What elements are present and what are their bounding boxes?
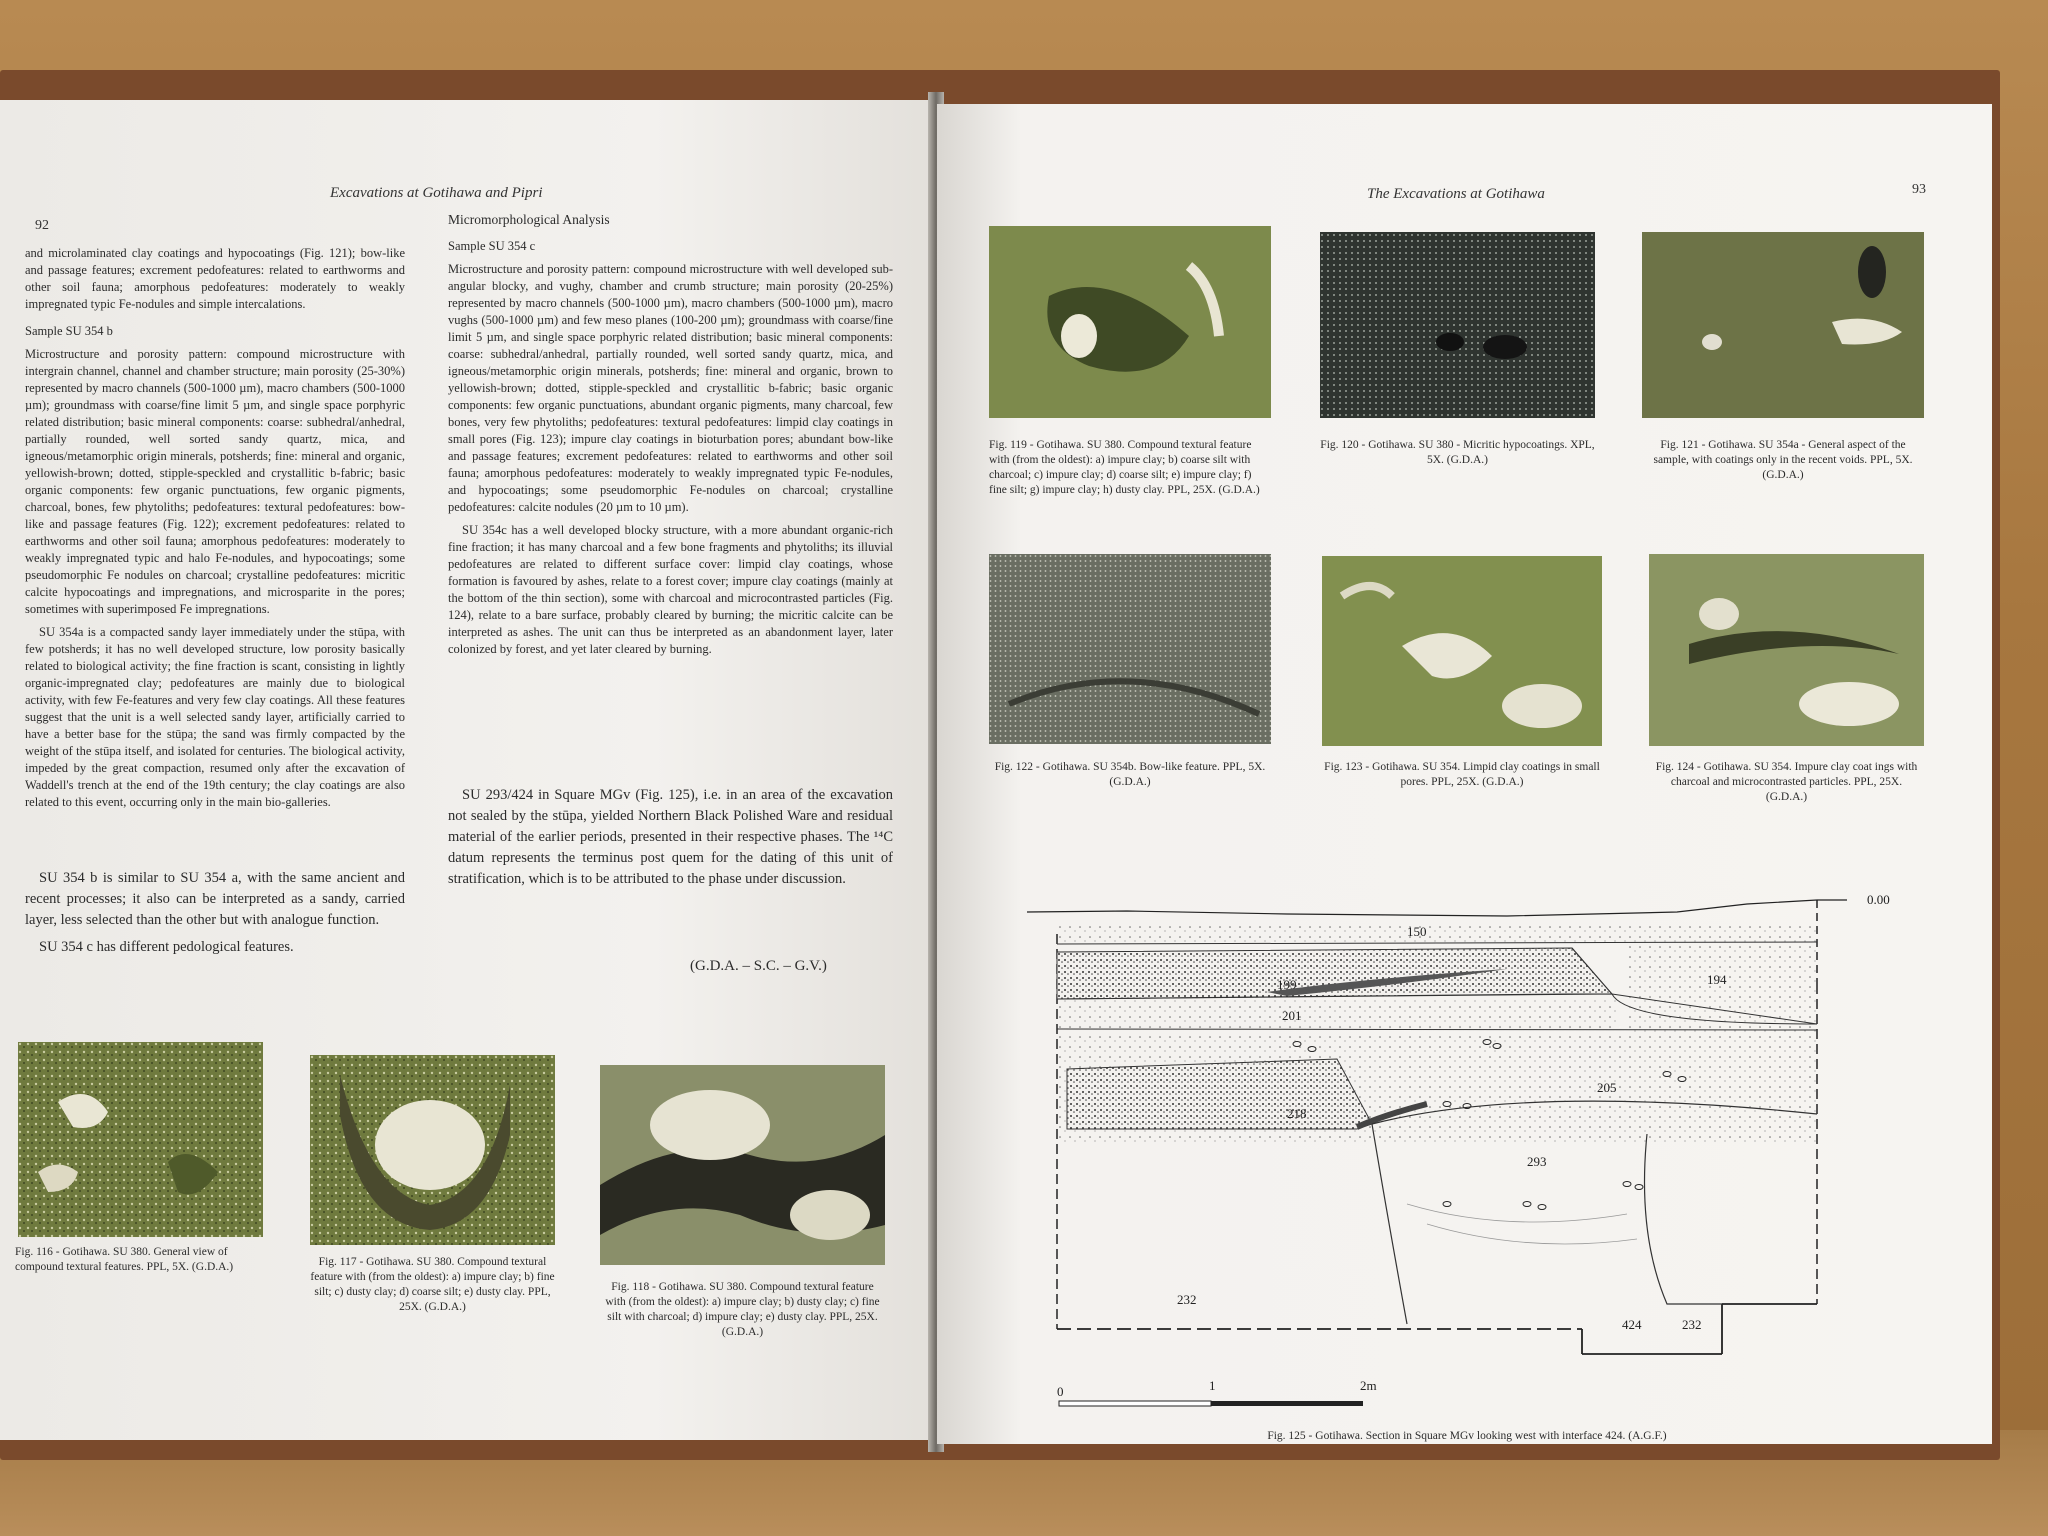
micromorphological-heading: Micromorphological Analysis <box>448 212 610 227</box>
left-column-1 <box>25 245 405 817</box>
figure-121-photo <box>1642 232 1924 418</box>
right-page <box>937 104 1992 1444</box>
label-218: 218 <box>1287 1106 1307 1121</box>
figure-122-caption: Fig. 122 - Gotihawa. SU 354b. Bow-like feature. PPL, 5X. (G.D.A.) <box>994 761 1266 788</box>
label-150: 150 <box>1407 924 1427 939</box>
label-205: 205 <box>1597 1080 1617 1095</box>
figure-117-caption: Fig. 117 - Gotihawa. SU 380. Compound textural feature with (from the oldest): a) impure clay; b) fine silt; c) dusty clay; d) coarse silt; e) dusty clay. PPL, 25X. (G.D.A.) <box>310 1256 555 1313</box>
page-number-left: 92 <box>35 218 49 233</box>
scale-label-2m: 2m <box>1360 1378 1377 1393</box>
label-datum: 0.00 <box>1867 892 1890 907</box>
page-number-right: 93 <box>1912 182 1926 197</box>
label-194: 194 <box>1707 972 1727 987</box>
label-424: 424 <box>1622 1317 1642 1332</box>
sample-b-heading: Sample SU 354 b <box>25 324 113 338</box>
sample-c-heading: Sample SU 354 c <box>448 239 536 253</box>
figure-116-photo <box>18 1042 263 1237</box>
running-head-left: Excavations at Gotihawa and Pipri <box>330 185 543 201</box>
figure-124-photo <box>1649 554 1924 746</box>
figure-121-caption: Fig. 121 - Gotihawa. SU 354a - General aspect of the sample, with coatings only in the recent voids. PPL, 5X. (G.D.A.) <box>1653 439 1913 481</box>
figure-124-caption: Fig. 124 - Gotihawa. SU 354. Impure clay coat ings with charcoal and microcontrasted particles. PPL, 25X. (G.D.A.) <box>1655 761 1918 803</box>
scale-label-0: 0 <box>1057 1384 1064 1399</box>
figure-116-caption: Fig. 116 - Gotihawa. SU 380. General view of compound textural features. PPL, 5X. (G.D.A.) <box>15 1246 234 1273</box>
figure-123-photo <box>1322 556 1602 746</box>
label-199: 199 <box>1277 977 1297 992</box>
figure-122-photo <box>989 554 1271 744</box>
figure-118-photo <box>600 1065 885 1265</box>
figure-119-caption: Fig. 119 - Gotihawa. SU 380. Compound textural feature with (from the oldest): a) impure clay; b) coarse silt with charcoal; c) impure clay; d) coarse silt; e) impure clay; f) fine silt; g) impure clay; h) dusty clay. PPL, 25X. (G.D.A.) <box>989 439 1260 496</box>
su293-block <box>448 785 893 896</box>
figure-119-photo <box>989 226 1271 418</box>
author-signature: (G.D.A. – S.C. – G.V.) <box>690 958 827 974</box>
label-201: 201 <box>1282 1008 1302 1023</box>
label-293: 293 <box>1527 1154 1547 1169</box>
scale-label-1: 1 <box>1209 1378 1216 1393</box>
label-232-right: 232 <box>1682 1317 1702 1332</box>
scale-bar-black <box>1211 1401 1363 1406</box>
su354c-interpretation: SU 354c has a well developed blocky structure, with a more abundant organic-rich fine fraction; it has many charcoal and a few bone fragments and phytoliths; its illuvial pedofeatures are related to different surface cover: limpid clay coatings, whose formation is favoured by ashes, relate to a forest cover; impure clay coatings (mainly at the bottom of the thin section), some with charcoal and microcontrasted particles (Fig. 124), relate to a bare surface, probably cleared by burning; the micritic calcite can be interpreted as ashes. The unit can thus be interpreted as an abandonment layer, later colonized by forest, and yet later cleared by burning. <box>448 523 893 656</box>
figure-120-photo <box>1320 232 1595 418</box>
left-column-1-large <box>25 868 405 964</box>
sample-b-text: Microstructure and porosity pattern: compound microstructure with intergrain channel, channel and chamber structure; main porosity (25-30%) represented by macro channels (500-1000 µm), macro chambers (500-1000 µm); groundmass with coarse/fine limit 5 µm, and single space porphyric related distribution; basic mineral components: coarse: subhedral/anhedral, partially rounded, well sorted sandy quartz, mica, and igneous/metamorphic origin minerals, potsherds; fine: mineral and organic, yellowish-brown; dotted, stipple-speckled and crystallitic b-fabric; basic organic components: few organic punctuations, few organic pigments, charcoal, bones, few phytoliths; pedofeatures: textural pedofeatures: bow-like and passage features (Fig. 122); excrement pedofeatures: related to earthworms and other soil fauna; amorphous pedofeatures: moderately to weakly impregnated typic and halo Fe-nodules, and hypocoatings; some pseudomorphic Fe nodules on charcoal; crystalline pedofeatures: micritic calcite hypocoatings and impregnations, and microsparite in the pores; sometimes with superimposed Fe impregnations. <box>25 347 405 616</box>
figure-118-caption: Fig. 118 - Gotihawa. SU 380. Compound textural feature with (from the oldest): a) impure clay; b) dusty clay; c) fine silt with charcoal; d) impure clay; e) dusty clay. PPL, 25X. (G.D.A.) <box>605 1281 880 1338</box>
figure-117-photo <box>310 1055 555 1245</box>
running-head-right: The Excavations at Gotihawa <box>1367 186 1545 202</box>
figure-123-caption: Fig. 123 - Gotihawa. SU 354. Limpid clay coatings in small pores. PPL, 25X. (G.D.A.) <box>1324 761 1600 788</box>
figure-125-section-drawing <box>1027 874 1957 1434</box>
figure-120-caption: Fig. 120 - Gotihawa. SU 380 - Micritic hypocoatings. XPL, 5X. (G.D.A.) <box>1320 439 1595 466</box>
su354a-paragraph: SU 354a is a compacted sandy layer immediately under the stūpa, with few potsherds; it has no well developed structure, low porosity basically related to biological activity; the fine fraction is scant, consisting in lightly organic-impregnated clay; pedofeatures are mainly due to biological activity, with few Fe-features and very few clay coatings. All these features suggest that the unit is a well selected sandy layer, artificially carried to have a better base for the stūpa; the sand was firmly compacted by the weight of the stūpa itself, and isolated for centuries. The biological activity, impeded by the great compaction, resumed only after the excavation of Waddell's trench at the end of the 19th century; the clay coatings are also related to this event, occurring only in the main bio-galleries. <box>25 625 405 809</box>
left-page <box>0 100 935 1440</box>
figure-125-caption: Fig. 125 - Gotihawa. Section in Square MGv looking west with interface 424. (A.G.F.) <box>1267 1430 1667 1442</box>
scale-bar-white <box>1059 1401 1211 1406</box>
su354c-paragraph: SU 354 c has different pedological features. <box>39 939 294 955</box>
sample-c-text: Microstructure and porosity pattern: compound microstructure with well developed sub-angular blocky, and vughy, chamber and crumb structure; main porosity (20-25%) represented by macro channels (500-1000 µm), macro chambers (500-1000 µm), macro vughs (500-1000 µm) and few meso planes (100-200 µm); groundmass with coarse/fine limit 5 µm, and single space porphyric related distribution; basic mineral components: coarse: subhedral/anhedral, partially rounded, well sorted sandy quartz, mica, and igneous/metamorphic origin minerals, potsherds; fine: mineral and organic, brown to yellowish-brown; dotted, stipple-speckled and crystallitic b-fabric; basic organic components: few organic punctuations, abundant organic pigments, many charcoal, few bones, very few phytoliths; pedofeatures: textural pedofeatures: limpid clay coatings in small pores (Fig. 123); impure clay coatings in bioturbation pores; abundant bow-like and passage features; excrement pedofeatures: related to earthworms and other soil fauna; amorphous pedofeatures: moderately to weakly impregnated typic Fe-nodules, and hypocoatings; some pseudomorphic Fe-nodules on charcoal; crystalline pedofeatures: calcite nodules (20 µm to 10 µm). <box>448 262 893 514</box>
label-232-left: 232 <box>1177 1292 1197 1307</box>
su354b-paragraph: SU 354 b is similar to SU 354 a, with the same ancient and recent processes; it also can be interpreted as a sandy, carried layer, less selected than the other but with analogue function. <box>25 870 405 928</box>
left-column-2 <box>448 238 893 664</box>
intro-paragraph: and microlaminated clay coatings and hypocoatings (Fig. 121); bow-like and passage features; excrement pedofeatures: related to earthworms and other soil fauna; amorphous pedofeatures: moderately to weakly impregnated typic Fe-nodules and simple intercalations. <box>25 246 405 311</box>
su293-paragraph: SU 293/424 in Square MGv (Fig. 125), i.e. in an area of the excavation not sealed by the stūpa, yielded Northern Black Polished Ware and residual material of the earlier periods, presented in their respective phases. The ¹⁴C datum represents the terminus post quem for the dating of this unit of stratification, which is to be attributed to the phase under discussion. <box>448 787 893 887</box>
